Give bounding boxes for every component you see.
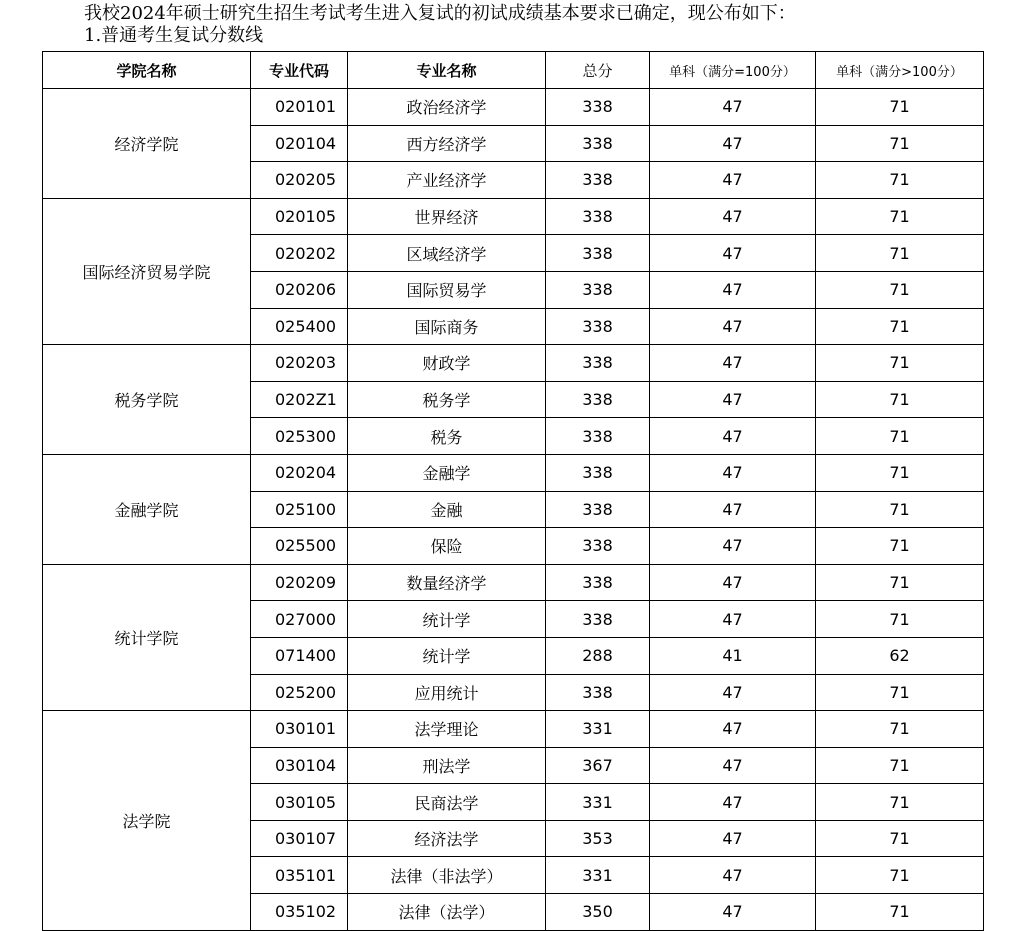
header-major: 专业名称 xyxy=(348,52,546,89)
total-score-cell: 331 xyxy=(546,784,650,821)
header-total: 总分 xyxy=(546,52,650,89)
major-name-cell: 产业经济学 xyxy=(348,162,546,199)
single-100-cell: 47 xyxy=(650,271,816,308)
intro-line-2: 1.普通考生复试分数线 xyxy=(84,25,264,46)
major-name-cell: 法律（非法学） xyxy=(348,857,546,894)
college-cell: 金融学院 xyxy=(43,454,251,564)
major-code-cell: 020209 xyxy=(251,564,348,601)
single-over-100-cell: 71 xyxy=(816,235,984,272)
total-score-cell: 338 xyxy=(546,674,650,711)
single-100-cell: 47 xyxy=(650,674,816,711)
major-code-cell: 025400 xyxy=(251,308,348,345)
major-name-cell: 应用统计 xyxy=(348,674,546,711)
total-score-cell: 338 xyxy=(546,125,650,162)
single-100-cell: 41 xyxy=(650,637,816,674)
total-score-cell: 331 xyxy=(546,711,650,748)
header-code: 专业代码 xyxy=(251,52,348,89)
header-single-100: 单科（满分=100分） xyxy=(650,52,816,89)
major-code-cell: 020205 xyxy=(251,162,348,199)
total-score-cell: 367 xyxy=(546,747,650,784)
major-name-cell: 金融学 xyxy=(348,454,546,491)
total-score-cell: 338 xyxy=(546,418,650,455)
major-code-cell: 071400 xyxy=(251,637,348,674)
major-code-cell: 020204 xyxy=(251,454,348,491)
single-100-cell: 47 xyxy=(650,454,816,491)
major-code-cell: 035101 xyxy=(251,857,348,894)
single-over-100-cell: 71 xyxy=(816,491,984,528)
single-100-cell: 47 xyxy=(650,528,816,565)
single-over-100-cell: 71 xyxy=(816,198,984,235)
major-name-cell: 数量经济学 xyxy=(348,564,546,601)
single-over-100-cell: 71 xyxy=(816,418,984,455)
single-over-100-cell: 71 xyxy=(816,162,984,199)
single-over-100-cell: 71 xyxy=(816,271,984,308)
major-name-cell: 政治经济学 xyxy=(348,89,546,126)
table-row xyxy=(43,89,984,126)
total-score-cell: 338 xyxy=(546,528,650,565)
total-score-cell: 338 xyxy=(546,491,650,528)
major-name-cell: 刑法学 xyxy=(348,747,546,784)
major-name-cell: 区域经济学 xyxy=(348,235,546,272)
single-100-cell: 47 xyxy=(650,308,816,345)
single-100-cell: 47 xyxy=(650,162,816,199)
college-cell: 统计学院 xyxy=(43,564,251,710)
major-code-cell: 0202Z1 xyxy=(251,381,348,418)
college-cell: 税务学院 xyxy=(43,345,251,455)
total-score-cell: 338 xyxy=(546,308,650,345)
total-score-cell: 353 xyxy=(546,820,650,857)
total-score-cell: 338 xyxy=(546,564,650,601)
table-row xyxy=(43,345,984,382)
college-cell: 经济学院 xyxy=(43,89,251,199)
single-over-100-cell: 71 xyxy=(816,308,984,345)
total-score-cell: 338 xyxy=(546,162,650,199)
table-row xyxy=(43,198,984,235)
major-code-cell: 025200 xyxy=(251,674,348,711)
major-code-cell: 030104 xyxy=(251,747,348,784)
single-over-100-cell: 71 xyxy=(816,125,984,162)
major-code-cell: 027000 xyxy=(251,601,348,638)
college-cell: 法学院 xyxy=(43,711,251,931)
major-name-cell: 统计学 xyxy=(348,601,546,638)
major-code-cell: 020206 xyxy=(251,271,348,308)
college-cell: 国际经济贸易学院 xyxy=(43,198,251,344)
single-over-100-cell: 71 xyxy=(816,345,984,382)
header-row xyxy=(43,52,984,89)
intro-line-1: 我校2024年硕士研究生招生考试考生进入复试的初试成绩基本要求已确定，现公布如下： xyxy=(84,3,796,24)
single-over-100-cell: 71 xyxy=(816,528,984,565)
single-100-cell: 47 xyxy=(650,491,816,528)
table-row xyxy=(43,454,984,491)
single-over-100-cell: 71 xyxy=(816,564,984,601)
major-code-cell: 025500 xyxy=(251,528,348,565)
major-name-cell: 金融 xyxy=(348,491,546,528)
total-score-cell: 338 xyxy=(546,198,650,235)
major-name-cell: 统计学 xyxy=(348,637,546,674)
single-over-100-cell: 71 xyxy=(816,857,984,894)
header-college: 学院名称 xyxy=(43,52,251,89)
major-code-cell: 030107 xyxy=(251,820,348,857)
single-100-cell: 47 xyxy=(650,820,816,857)
major-code-cell: 030105 xyxy=(251,784,348,821)
single-over-100-cell: 71 xyxy=(816,381,984,418)
major-name-cell: 法学理论 xyxy=(348,711,546,748)
total-score-cell: 338 xyxy=(546,454,650,491)
single-100-cell: 47 xyxy=(650,894,816,931)
major-code-cell: 020101 xyxy=(251,89,348,126)
major-code-cell: 020203 xyxy=(251,345,348,382)
single-100-cell: 47 xyxy=(650,564,816,601)
major-code-cell: 030101 xyxy=(251,711,348,748)
major-code-cell: 020105 xyxy=(251,198,348,235)
single-over-100-cell: 71 xyxy=(816,601,984,638)
major-name-cell: 世界经济 xyxy=(348,198,546,235)
total-score-cell: 338 xyxy=(546,601,650,638)
single-100-cell: 47 xyxy=(650,235,816,272)
score-table xyxy=(42,51,984,931)
table-row xyxy=(43,711,984,748)
single-100-cell: 47 xyxy=(650,857,816,894)
single-100-cell: 47 xyxy=(650,418,816,455)
major-name-cell: 经济法学 xyxy=(348,820,546,857)
major-name-cell: 西方经济学 xyxy=(348,125,546,162)
total-score-cell: 338 xyxy=(546,381,650,418)
single-over-100-cell: 71 xyxy=(816,894,984,931)
major-code-cell: 025300 xyxy=(251,418,348,455)
single-100-cell: 47 xyxy=(650,747,816,784)
single-100-cell: 47 xyxy=(650,601,816,638)
single-over-100-cell: 71 xyxy=(816,89,984,126)
single-100-cell: 47 xyxy=(650,345,816,382)
header-single-over-100: 单科（满分>100分） xyxy=(816,52,984,89)
single-100-cell: 47 xyxy=(650,198,816,235)
single-100-cell: 47 xyxy=(650,89,816,126)
single-over-100-cell: 71 xyxy=(816,747,984,784)
single-over-100-cell: 71 xyxy=(816,784,984,821)
single-100-cell: 47 xyxy=(650,125,816,162)
major-name-cell: 税务学 xyxy=(348,381,546,418)
single-over-100-cell: 71 xyxy=(816,711,984,748)
total-score-cell: 338 xyxy=(546,235,650,272)
major-name-cell: 保险 xyxy=(348,528,546,565)
total-score-cell: 338 xyxy=(546,345,650,382)
total-score-cell: 331 xyxy=(546,857,650,894)
total-score-cell: 288 xyxy=(546,637,650,674)
total-score-cell: 338 xyxy=(546,271,650,308)
single-100-cell: 47 xyxy=(650,711,816,748)
major-name-cell: 税务 xyxy=(348,418,546,455)
single-over-100-cell: 71 xyxy=(816,820,984,857)
major-name-cell: 财政学 xyxy=(348,345,546,382)
single-100-cell: 47 xyxy=(650,784,816,821)
major-name-cell: 法律（法学） xyxy=(348,894,546,931)
major-name-cell: 国际商务 xyxy=(348,308,546,345)
table-row xyxy=(43,564,984,601)
intro-text xyxy=(84,3,1024,47)
total-score-cell: 338 xyxy=(546,89,650,126)
single-over-100-cell: 71 xyxy=(816,454,984,491)
major-code-cell: 020104 xyxy=(251,125,348,162)
single-100-cell: 47 xyxy=(650,381,816,418)
single-over-100-cell: 62 xyxy=(816,637,984,674)
major-code-cell: 020202 xyxy=(251,235,348,272)
major-code-cell: 035102 xyxy=(251,894,348,931)
major-name-cell: 民商法学 xyxy=(348,784,546,821)
single-over-100-cell: 71 xyxy=(816,674,984,711)
major-code-cell: 025100 xyxy=(251,491,348,528)
major-name-cell: 国际贸易学 xyxy=(348,271,546,308)
total-score-cell: 350 xyxy=(546,894,650,931)
